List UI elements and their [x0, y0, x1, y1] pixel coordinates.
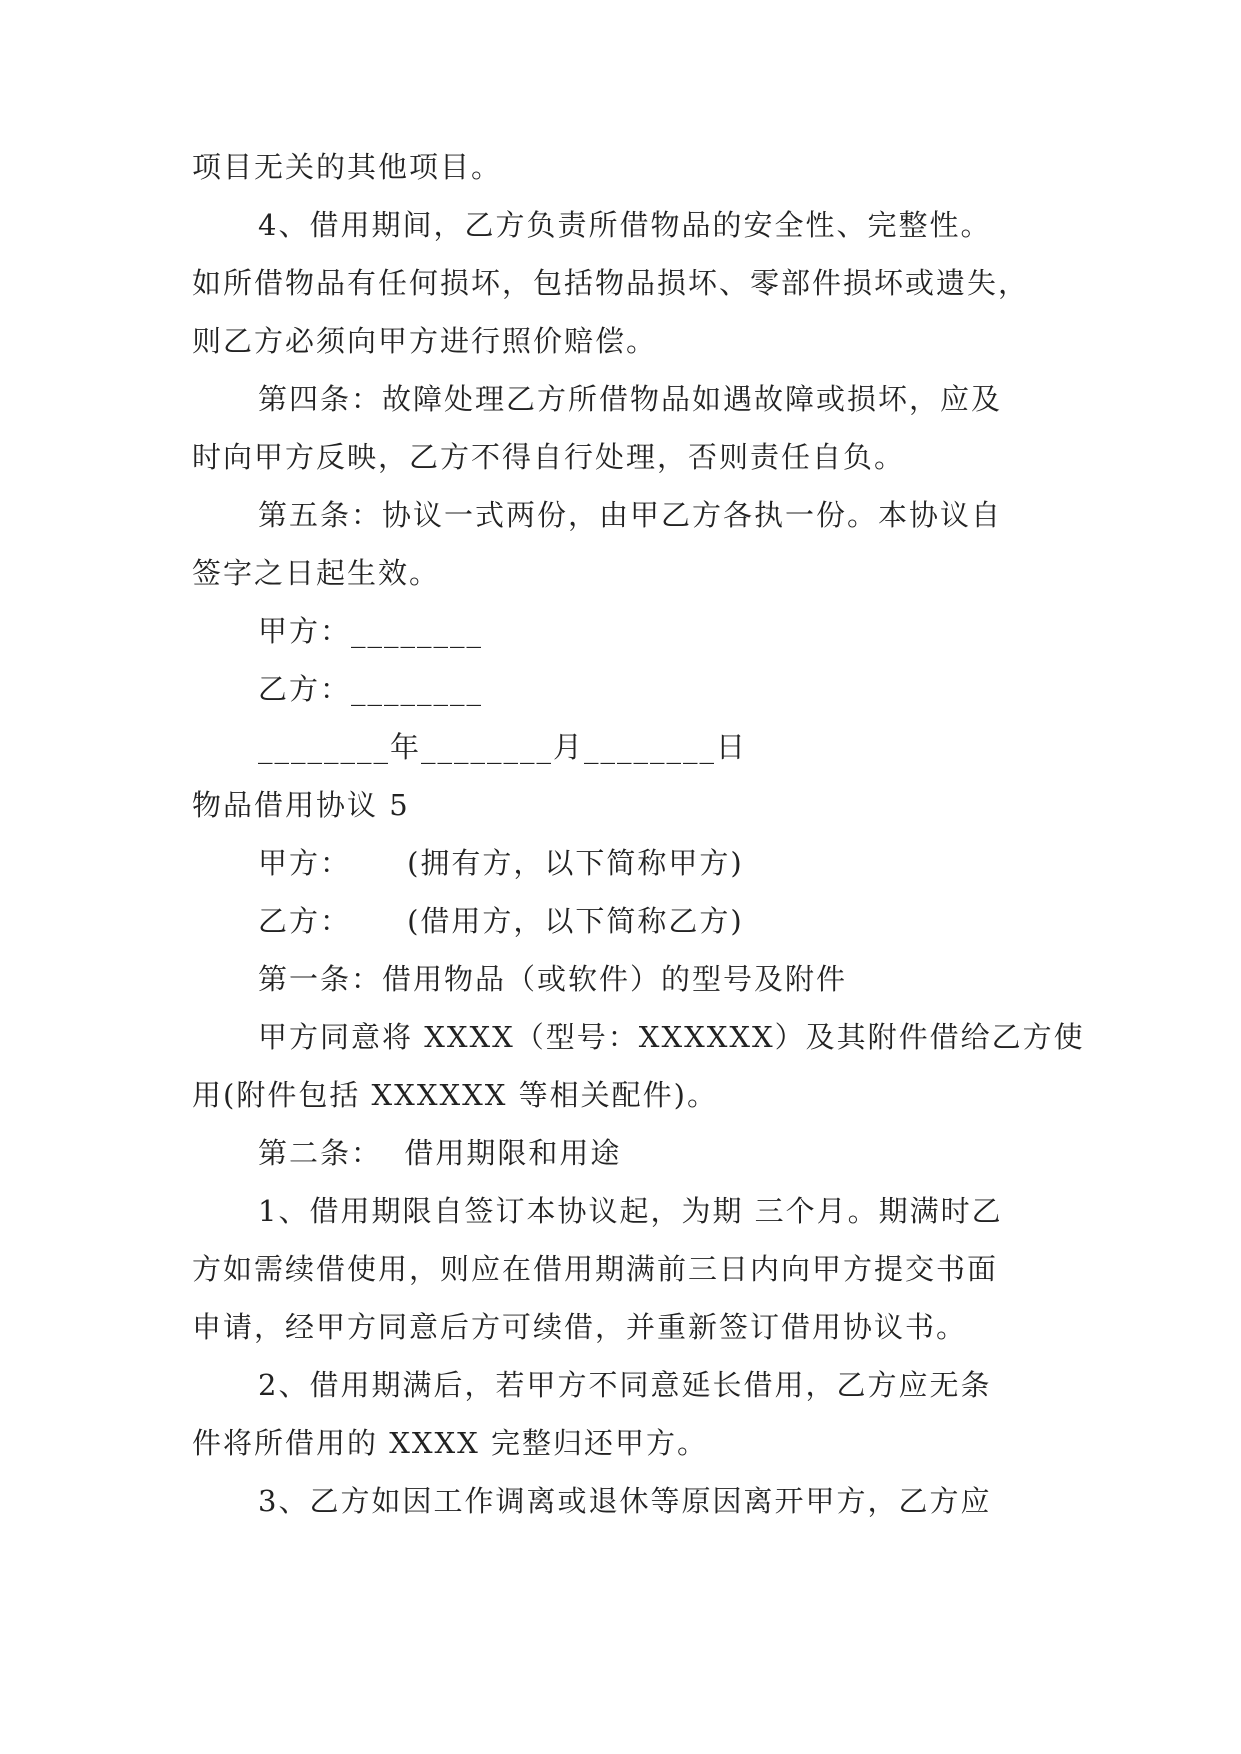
text-line: 第一条：借用物品（或软件）的型号及附件	[258, 962, 848, 996]
text-line: 方如需续借使用，则应在借用期满前三日内向甲方提交书面	[192, 1252, 999, 1286]
signature-line-party-b: 乙方：________	[258, 672, 484, 706]
text-line: 用(附件包括 XXXXXX 等相关配件)。	[192, 1078, 718, 1112]
text-line: 件将所借用的 XXXX 完整归还甲方。	[192, 1426, 709, 1460]
text-line: 时向甲方反映，乙方不得自行处理，否则责任自负。	[192, 440, 906, 474]
text-line: 2、借用期满后，若甲方不同意延长借用，乙方应无条	[258, 1368, 992, 1402]
text-line: 项目无关的其他项目。	[192, 150, 503, 184]
text-line: 3、乙方如因工作调离或退休等原因离开甲方，乙方应	[258, 1484, 992, 1518]
text-line: 1、借用期限自签订本协议起，为期 三个月。期满时乙	[258, 1194, 1003, 1228]
text-line: 第五条：协议一式两份，由甲乙方各执一份。本协议自	[258, 498, 1003, 532]
text-line: 第四条：故障处理乙方所借物品如遇故障或损坏，应及	[258, 382, 1003, 416]
section-title: 物品借用协议 5	[192, 788, 410, 822]
text-line: 申请，经甲方同意后方可续借，并重新签订借用协议书。	[192, 1310, 968, 1344]
text-line: 则乙方必须向甲方进行照价赔偿。	[192, 324, 658, 358]
signature-line-party-a: 甲方：________	[258, 614, 484, 648]
text-line: 签字之日起生效。	[192, 556, 441, 590]
text-line: 甲方同意将 XXXX（型号：XXXXXX）及其附件借给乙方使	[258, 1020, 1085, 1054]
text-line: 甲方： (拥有方，以下简称甲方)	[258, 846, 744, 880]
text-line: 乙方： (借用方，以下简称乙方)	[258, 904, 744, 938]
text-line: 如所借物品有任何损坏，包括物品损坏、零部件损坏或遗失，	[192, 266, 1030, 300]
text-line: 4、借用期间，乙方负责所借物品的安全性、完整性。	[258, 208, 992, 242]
date-line: ________年________月________日	[258, 730, 748, 764]
text-line: 第二条： 借用期限和用途	[258, 1136, 622, 1170]
